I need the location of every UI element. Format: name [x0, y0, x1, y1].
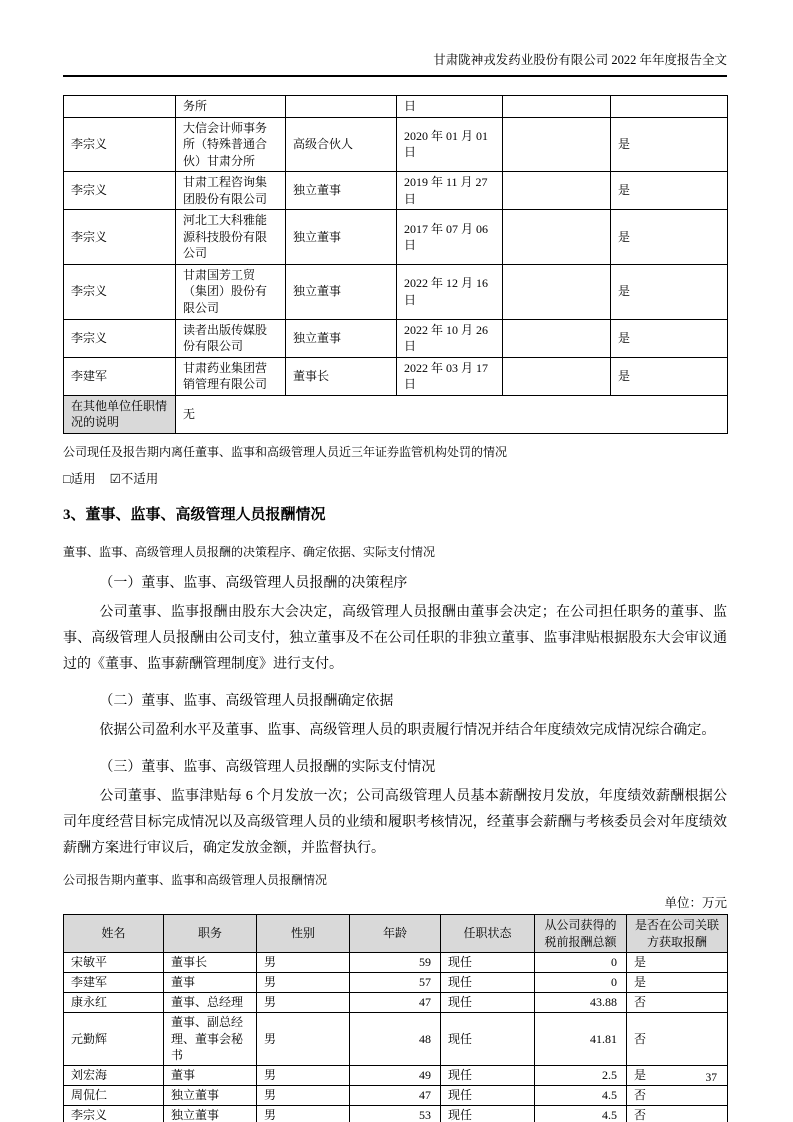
table-cell: 现任 [441, 1086, 535, 1106]
table-cell: 是 [627, 953, 728, 973]
report-header-title: 甘肃陇神戎发药业股份有限公司 2022 年年度报告全文 [63, 0, 727, 77]
table-cell: 2022 年 10 月 26 日 [397, 319, 503, 357]
table-cell: 57 [350, 973, 441, 993]
table-cell: 0 [535, 953, 627, 973]
table-row [64, 319, 728, 357]
table-cell: 4.5 [535, 1105, 627, 1122]
table-cell [503, 264, 611, 319]
table-row [64, 264, 728, 319]
table-row [64, 1066, 728, 1086]
table-cell: 李宗义 [64, 319, 176, 357]
table-cell [611, 96, 728, 118]
table-cell: 独立董事 [286, 172, 397, 210]
table-cell: 4.5 [535, 1086, 627, 1106]
table-cell [503, 117, 611, 172]
table-cell: 现任 [441, 1066, 535, 1086]
table-cell [503, 319, 611, 357]
table-cell: 李宗义 [64, 117, 176, 172]
column-header-gender: 性别 [257, 914, 350, 953]
table-row [64, 953, 728, 973]
table-cell: 独立董事 [286, 210, 397, 265]
table-cell: 刘宏海 [64, 1066, 164, 1086]
table-cell: 43.88 [535, 993, 627, 1013]
table-cell: 董事长 [164, 953, 257, 973]
table-cell: 独立董事 [286, 264, 397, 319]
table-cell: 李宗义 [64, 264, 176, 319]
table-cell: 2017 年 07 月 06 日 [397, 210, 503, 265]
table-cell: 2020 年 01 月 01 日 [397, 117, 503, 172]
table-cell: 李建军 [64, 357, 176, 395]
table-cell [503, 172, 611, 210]
table-cell: 否 [627, 1105, 728, 1122]
table-row-note [64, 395, 728, 433]
table-cell: 务所 [176, 96, 286, 118]
table-cell: 是 [611, 117, 728, 172]
note-value-cell: 无 [176, 395, 728, 433]
table-cell: 是 [627, 1066, 728, 1086]
table-cell: 2019 年 11 月 27 日 [397, 172, 503, 210]
table-cell: 是 [611, 319, 728, 357]
table-cell: 宋敏平 [64, 953, 164, 973]
column-header-related-party: 是否在公司关联方获取报酬 [627, 914, 728, 953]
table-cell: 董事 [164, 1066, 257, 1086]
table-cell: 李建军 [64, 973, 164, 993]
table-cell: 元勤辉 [64, 1012, 164, 1065]
table-cell: 48 [350, 1012, 441, 1065]
table-cell: 甘肃药业集团营销管理有限公司 [176, 357, 286, 395]
table-cell: 是 [611, 210, 728, 265]
table-row [64, 1105, 728, 1122]
table-cell: 是 [611, 264, 728, 319]
table-cell: 0 [535, 973, 627, 993]
table-cell: 53 [350, 1105, 441, 1122]
applicability-line [63, 469, 727, 487]
table-cell: 独立董事 [286, 319, 397, 357]
table-cell: 现任 [441, 1105, 535, 1122]
checkbox-applicable: □适用 [63, 471, 96, 486]
table-cell: 董事、总经理 [164, 993, 257, 1013]
table-cell: 周侃仁 [64, 1086, 164, 1106]
remuneration-table [63, 914, 728, 1122]
table-cell: 大信会计师事务所（特殊普通合伙）甘肃分所 [176, 117, 286, 172]
table-cell: 日 [397, 96, 503, 118]
table-cell: 现任 [441, 1012, 535, 1065]
penalty-status-line: 公司现任及报告期内离任董事、监事和高级管理人员近三年证券监管机构处罚的情况 [63, 444, 508, 459]
table-cell: 独立董事 [164, 1086, 257, 1106]
column-header-status: 任职状态 [441, 914, 535, 953]
table-cell: 读者出版传媒股份有限公司 [176, 319, 286, 357]
remuneration-intro-line: 董事、监事、高级管理人员报酬的决策程序、确定依据、实际支付情况 [63, 544, 436, 559]
unit-label: 单位：万元 [664, 895, 727, 910]
table-cell: 现任 [441, 953, 535, 973]
table-cell: 董事 [164, 973, 257, 993]
table-cell: 47 [350, 993, 441, 1013]
table-cell: 李宗义 [64, 172, 176, 210]
table-cell [64, 96, 176, 118]
remuneration-table-caption: 公司报告期内董事、监事和高级管理人员报酬情况 [63, 872, 328, 887]
table-cell: 甘肃工程咨询集团股份有限公司 [176, 172, 286, 210]
column-header-pretax-pay: 从公司获得的税前报酬总额 [535, 914, 627, 953]
paragraph-actual-payment: 公司董事、监事津贴每 6 个月发放一次；公司高级管理人员基本薪酬按月发放，年度绩效薪酬根据公司年度经营目标完成情况以及高级管理人员的业绩和履职考核情况，经董事会薪酬与考核委员会对年度绩效薪酬方案进行审议后，确定发放金额，并监督执行。 [63, 788, 727, 856]
table-header-row [64, 914, 728, 953]
table-cell [503, 96, 611, 118]
other-positions-table [63, 95, 728, 434]
table-cell: 现任 [441, 993, 535, 1013]
paragraph-decision-procedure: 公司董事、监事报酬由股东大会决定，高级管理人员报酬由董事会决定；在公司担任职务的董事、监事、高级管理人员报酬由公司支付，独立董事及不在公司任职的非独立董事、监事津贴根据股东大会审议通过的《董事、监事薪酬管理制度》进行支付。 [63, 604, 727, 672]
table-cell: 男 [257, 953, 350, 973]
subsection-heading-2: （二）董事、监事、高级管理人员报酬确定依据 [99, 693, 394, 709]
table-cell: 59 [350, 953, 441, 973]
column-header-age: 年龄 [350, 914, 441, 953]
table-cell: 河北工大科雅能源科技股份有限公司 [176, 210, 286, 265]
table-cell: 甘肃国芳工贸（集团）股份有限公司 [176, 264, 286, 319]
table-cell: 2.5 [535, 1066, 627, 1086]
page-number: 37 [705, 1072, 717, 1084]
table-row [64, 357, 728, 395]
subsection-heading-1: （一）董事、监事、高级管理人员报酬的决策程序 [99, 575, 408, 591]
table-cell: 是 [611, 172, 728, 210]
table-cell: 2022 年 03 月 17 日 [397, 357, 503, 395]
table-cell: 李宗义 [64, 1105, 164, 1122]
table-cell: 康永红 [64, 993, 164, 1013]
table-row-carryover [64, 96, 728, 118]
table-cell: 男 [257, 1105, 350, 1122]
checkbox-not-applicable: ☑不适用 [109, 471, 159, 486]
table-cell: 董事、副总经理、董事会秘书 [164, 1012, 257, 1065]
column-header-name: 姓名 [64, 914, 164, 953]
table-row [64, 172, 728, 210]
table-row [64, 973, 728, 993]
table-cell: 李宗义 [64, 210, 176, 265]
table-cell: 2022 年 12 月 16 日 [397, 264, 503, 319]
table-row [64, 1086, 728, 1106]
table-cell: 独立董事 [164, 1105, 257, 1122]
table-cell: 是 [611, 357, 728, 395]
table-cell: 高级合伙人 [286, 117, 397, 172]
table-row [64, 210, 728, 265]
note-label-cell: 在其他单位任职情况的说明 [64, 395, 176, 433]
table-cell [286, 96, 397, 118]
table-cell: 男 [257, 993, 350, 1013]
table-cell: 49 [350, 1066, 441, 1086]
table-row [64, 1012, 728, 1065]
table-cell: 现任 [441, 973, 535, 993]
table-cell: 男 [257, 973, 350, 993]
table-cell: 否 [627, 1086, 728, 1106]
subsection-heading-3: （三）董事、监事、高级管理人员报酬的实际支付情况 [99, 759, 436, 775]
table-cell: 否 [627, 993, 728, 1013]
column-header-position: 职务 [164, 914, 257, 953]
table-cell [503, 357, 611, 395]
table-cell: 男 [257, 1066, 350, 1086]
table-row [64, 117, 728, 172]
table-cell: 否 [627, 1012, 728, 1065]
section-heading: 3、董事、监事、高级管理人员报酬情况 [63, 506, 326, 523]
table-cell: 41.81 [535, 1012, 627, 1065]
table-cell: 47 [350, 1086, 441, 1106]
table-cell: 是 [627, 973, 728, 993]
table-cell: 男 [257, 1012, 350, 1065]
table-cell: 董事长 [286, 357, 397, 395]
table-row [64, 993, 728, 1013]
table-cell: 男 [257, 1086, 350, 1106]
paragraph-determination-basis: 依据公司盈利水平及董事、监事、高级管理人员的职责履行情况并结合年度绩效完成情况综合确定。 [99, 722, 716, 738]
table-cell [503, 210, 611, 265]
